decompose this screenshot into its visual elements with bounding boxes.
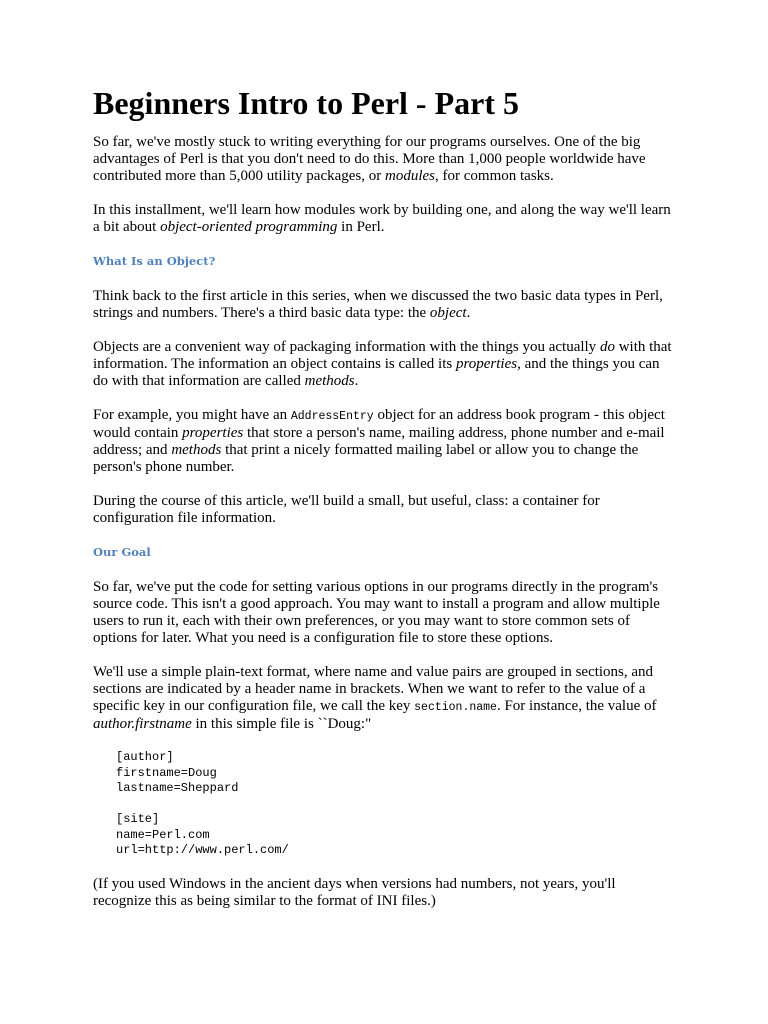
text-run: that store a person's name, mailing address, phone number and e-mail address; and	[93, 425, 665, 458]
text-run: that print a nicely formatted mailing label or allow you to change the person's phone number.	[93, 442, 639, 475]
text-run: in Perl.	[337, 219, 385, 235]
paragraph-goal-1: So far, we've put the code for setting various options in our programs directly in the program's source code. This isn't a good approach. You may want to install a program and allow multiple users to run it, each with their own preferences, or you may want to store common sets of options for later. What you need is a configuration file to store these options.	[93, 579, 660, 646]
section-heading-what-is-an-object: What Is an Object?	[93, 254, 216, 268]
paragraph-object-2	[93, 339, 673, 390]
code-block-config-example: [author] firstname=Doug lastname=Sheppard [site] name=Perl.com url=http://www.perl.com/	[116, 750, 289, 857]
emphasis-properties: properties	[455, 356, 518, 372]
document-title: Beginners Intro to Perl - Part 5	[93, 85, 519, 121]
section-heading-our-goal: Our Goal	[93, 545, 151, 559]
paragraph-goal-3: (If you used Windows in the ancient days when versions had numbers, not years, you'll recognize this as being similar to the format of INI files.)	[93, 875, 616, 909]
document-page	[93, 82, 673, 927]
text-run: . For instance, the value of	[496, 698, 657, 714]
text-run: , and the things you can do with that information are called	[93, 356, 660, 389]
text-run: In this installment, we'll learn how modules work by building one, and along the way we'll learn a bit about	[93, 202, 671, 235]
paragraph-object-3	[93, 407, 673, 476]
paragraph-goal-2	[93, 664, 673, 733]
text-run: .	[354, 373, 359, 389]
emphasis-properties: properties	[182, 425, 244, 441]
paragraph-object-4: During the course of this article, we'll build a small, but useful, class: a container for configuration file information.	[93, 493, 600, 526]
emphasis-do: do	[599, 339, 615, 355]
inline-code-section-name: section.name	[414, 701, 497, 714]
text-run: object for an address book program - this object would contain	[93, 407, 665, 441]
inline-code-addressentry: AddressEntry	[290, 410, 374, 423]
emphasis-methods: methods	[304, 373, 355, 389]
text-run: Objects are a convenient way of packaging information with the things you actually	[93, 339, 600, 355]
text-run: .	[466, 305, 471, 321]
paragraph-intro-1	[93, 134, 673, 185]
emphasis-oop: object-oriented programming	[160, 219, 338, 235]
paragraph-intro-2	[93, 202, 673, 236]
emphasis-object: object	[429, 305, 467, 321]
emphasis-methods: methods	[171, 442, 222, 458]
text-run: with that information. The information an object contains is called its	[93, 339, 672, 372]
text-run: We'll use a simple plain-text format, where name and value pairs are grouped in sections, and sections are indicated by a header name in brackets. When we want to refer to the value of a specific key in our configuration file, we call the key	[93, 664, 654, 714]
emphasis-modules: modules	[385, 168, 436, 184]
text-run: For example, you might have an	[93, 407, 291, 423]
paragraph-object-1	[93, 288, 673, 322]
emphasis-author-firstname: author.firstname	[93, 716, 192, 732]
text-run: Think back to the first article in this series, when we discussed the two basic data types in Perl, strings and numbers. There's a third basic data type: the	[93, 288, 663, 321]
text-run: , for common tasks.	[435, 168, 554, 184]
text-run: So far, we've mostly stuck to writing everything for our programs ourselves. One of the big advantages of Perl is that you don't need to do this. More than 1,000 people worldwide have contributed more than 5,000 utility packages, or	[93, 134, 646, 184]
text-run: in this simple file is ``Doug:"	[191, 716, 372, 732]
